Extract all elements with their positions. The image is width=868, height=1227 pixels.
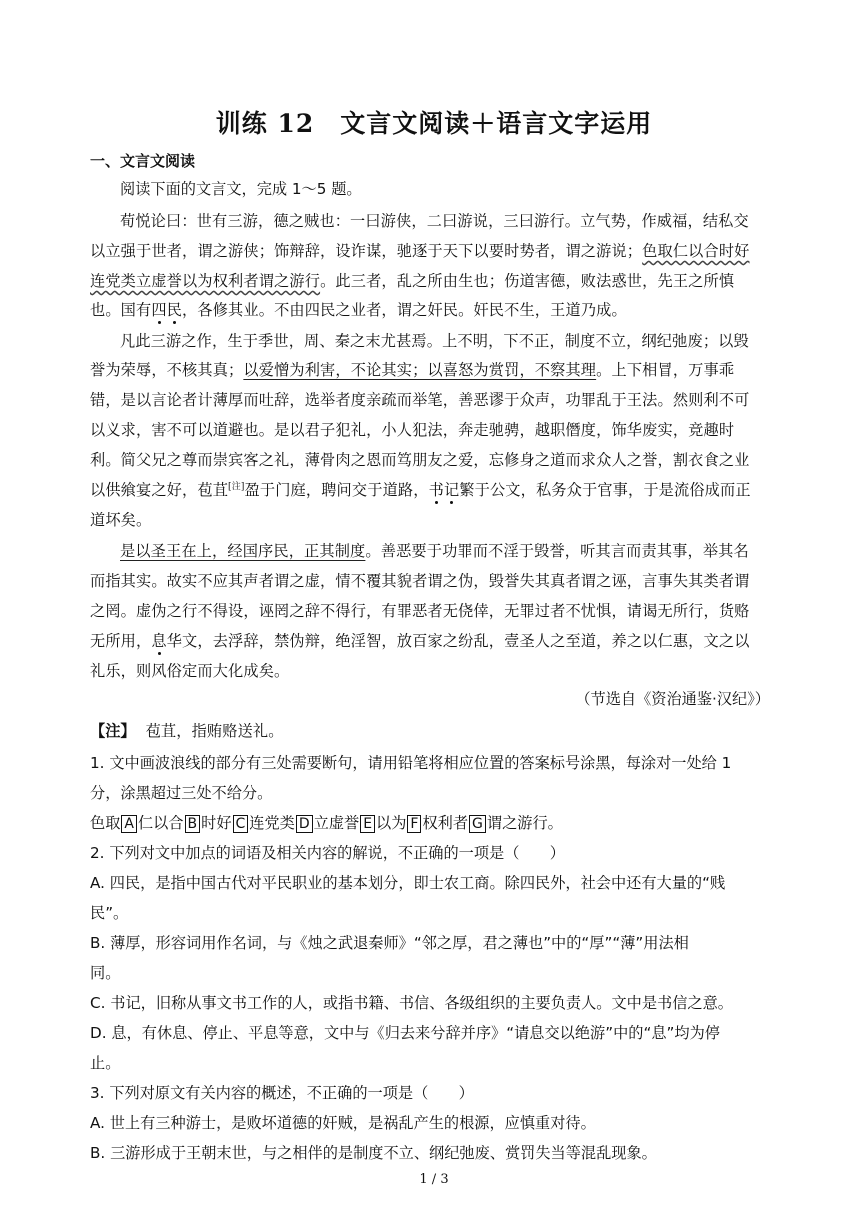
- question-2-stem: 2. 下列对文中加点的词语及相关内容的解说，不正确的一项是（ ）: [90, 844, 565, 862]
- option-box-a[interactable]: A: [121, 815, 137, 833]
- passage-line: 错，是以言论者计薄厚而吐辞，选举者度亲疏而举笔，善恶谬于众声，功罪乱于王法。然则利不可: [90, 391, 750, 409]
- page-number: 1 / 3: [419, 1172, 449, 1187]
- dotted-word: 息: [151, 632, 167, 650]
- question-1-text: 1. 文中画波浪线的部分有三处需要断句，请用铅笔将相应位置的答案标号涂黑，每涂对一处给 1: [90, 754, 732, 772]
- passage-line: 利。简父兄之尊而崇宾客之礼，薄骨肉之恩而笃朋友之爱，忘修身之道而求众人之誉，割衣食之业: [90, 451, 750, 469]
- passage-line: 凡此三游之作，生于季世，周、秦之末尤甚焉。上不明，下不正，制度不立，纲纪弛废；以毁: [120, 332, 749, 350]
- passage-line: 无所用，息华文，去浮辞，禁伪辩，绝淫智，放百家之纷乱，壹圣人之至道，养之以仁惠，文之以: [90, 632, 750, 650]
- question-1-options: 色取 A 仁以合 B 时好 C 连党类 D 立虚誉 E 以为 F 权利者 G 谓之游行。: [90, 814, 563, 832]
- question-2-option-b: B. 薄厚，形容词用作名词，与《烛之武退秦师》“邻之厚，君之薄也”中的“厚”“薄”用法相: [90, 934, 689, 952]
- passage-line: 礼乐，则风俗定而大化成矣。: [90, 662, 290, 680]
- page-title: 训练 12 文言文阅读＋语言文字运用: [215, 109, 653, 138]
- passage-line: 道坏矣。: [90, 511, 152, 529]
- option-box-d[interactable]: D: [296, 815, 313, 833]
- option-box-b[interactable]: B: [185, 815, 201, 833]
- passage-line: 以立强于世者，谓之游侠；饰辩辞，设诈谋，驰逐于天下以要时势者，谓之游说；色取仁以合时好: [90, 242, 750, 260]
- question-2-option-d: D. 息，有休息、停止、平息等意，文中与《归去来兮辞并序》“请息交以绝游”中的“息”均为停: [90, 1024, 720, 1042]
- question-3-stem: 3. 下列对原文有关内容的概述，不正确的一项是（ ）: [90, 1084, 474, 1102]
- question-1-text: 分，涂黑超过三处不给分。: [90, 784, 273, 802]
- passage-line: 而指其实。故实不应其声者谓之虚，情不覆其貌者谓之伪，毁誉失其真者谓之诬，言事失其类者谓: [90, 572, 750, 590]
- question-3-option-a: A. 世上有三种游士，是败坏道德的奸贼，是祸乱产生的根源，应慎重对待。: [90, 1114, 596, 1132]
- passage-line: 以供飨宴之好，苞苴[注]盈于门庭，聘问交于道路，书记繁于公文，私务众于官事，于是流俗成而正: [90, 481, 751, 500]
- note-label: 【注】: [90, 722, 136, 740]
- note-marker: [注]: [228, 482, 245, 492]
- option-box-c[interactable]: C: [233, 815, 249, 833]
- wavy-underlined-text: 色取仁以合时好: [642, 242, 750, 260]
- question-2-option-a: A. 四民，是指中国古代对平民职业的基本划分，即士农工商。除四民外，社会中还有大量的“贱: [90, 874, 726, 892]
- passage-line: 连党类立虚誉以为权利者谓之游行。此三者，乱之所由生也；伤道害德，败法惑世，先王之所慎: [90, 272, 735, 290]
- dotted-word: 记: [443, 481, 460, 500]
- passage-line: 也。国有四民，各修其业。不由四民之业者，谓之奸民。奸民不生，王道乃成。: [90, 301, 627, 319]
- dotted-word: 民: [166, 301, 183, 319]
- underlined-sentence: 以爱憎为利害，不论其实；以喜怒为赏罚，不察其理: [243, 361, 597, 379]
- question-2-option-c: C. 书记，旧称从事文书工作的人，或指书籍、书信、各级组织的主要负责人。文中是书信之意。: [90, 994, 733, 1012]
- passage-line: 荀悦论曰：世有三游，德之贼也：一曰游侠，二曰游说，三曰游行。立气势，作威福，结私交: [120, 212, 749, 230]
- wavy-underlined-text: 连党类立虚誉以为权利者谓之游行: [90, 272, 321, 290]
- passage-line: 誉为荣辱，不核其真；以爱憎为利害，不论其实；以喜怒为赏罚，不察其理。上下相冒，万事乖: [90, 361, 735, 379]
- passage-line: 是以圣王在上，经国序民，正其制度。善恶要于功罪而不淫于毁誉，听其言而责其事，举其名: [120, 542, 749, 560]
- question-2-option-a: 民”。: [90, 904, 129, 922]
- question-3-option-b: B. 三游形成于王朝末世，与之相伴的是制度不立、纲纪弛废、赏罚失当等混乱现象。: [90, 1144, 657, 1162]
- option-box-e[interactable]: E: [360, 815, 375, 833]
- source-citation: （节选自《资治通鉴·汉纪》）: [575, 690, 770, 708]
- question-2-option-b: 同。: [90, 964, 121, 982]
- option-box-g[interactable]: G: [469, 815, 486, 833]
- dotted-word: 四: [151, 301, 167, 319]
- reading-instruction: 阅读下面的文言文，完成 1～5 题。: [120, 180, 362, 198]
- question-2-option-d: 止。: [90, 1054, 121, 1072]
- passage-line: 之罔。虚伪之行不得设，诬罔之辞不得行，有罪恶者无侥倖，无罪过者不忧惧，请谒无所行，货赂: [90, 602, 750, 620]
- passage-line: 以义求，害不可以道避也。是以君子犯礼，小人犯法，奔走驰骋，越职僭度，饰华废实，竞趣时: [90, 421, 735, 439]
- option-box-f[interactable]: F: [407, 815, 421, 833]
- annotation-note: 【注】 苞苴，指贿赂送礼。: [90, 722, 284, 740]
- section-heading: 一、文言文阅读: [90, 152, 196, 170]
- dotted-word: 书: [428, 481, 444, 500]
- underlined-sentence: 是以圣王在上，经国序民，正其制度: [120, 542, 366, 560]
